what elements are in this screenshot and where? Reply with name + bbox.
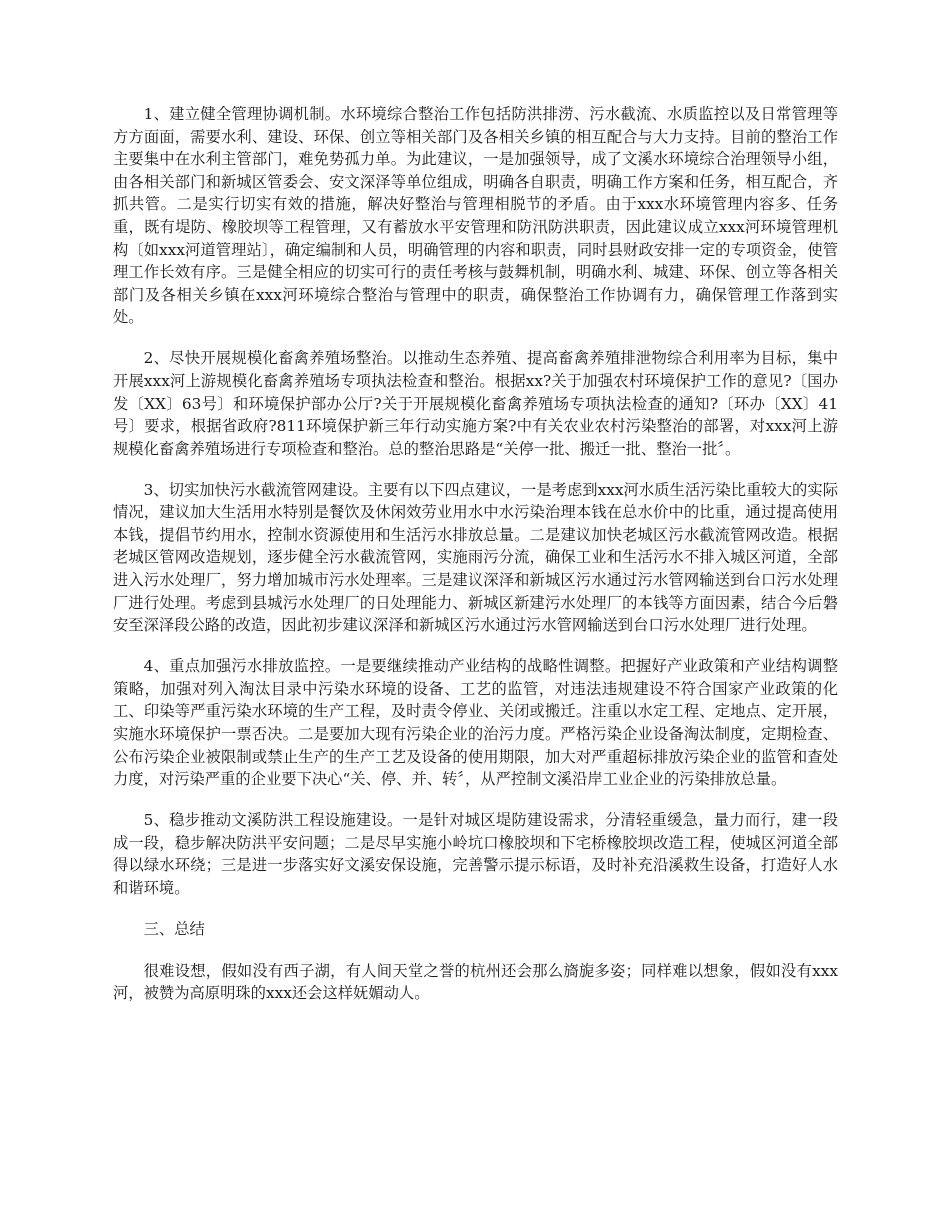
document-body — [113, 103, 838, 1023]
paragraph-5: 5、稳步推动文溪防洪工程设施建设。一是针对城区堤防建设需求，分清轻重缓急，量力而行，建一段成一段，稳步解决防洪平安问题；二是尽早实施小岭坑口橡胶坝和下宅桥橡胶坝改造工程，使城区河道全部得以绿水环绕；三是进一步落实好文溪安保设施，完善警示提示标语，及时补充沿溪救生设备，打造好人水和谐环境。 — [113, 811, 838, 897]
paragraph-1: 1、建立健全管理协调机制。水环境综合整治工作包括防洪排涝、污水截流、水质监控以及日常管理等方方面面，需要水利、建设、环保、创立等相关部门及各相关乡镇的相互配合与大力支持。目前的整治工作主要集中在水利主管部门，难免势孤力单。为此建议，一是加强领导，成了文溪水环境综合治理领导小组，由各相关部门和新城区管委会、安文深泽等单位组成，明确各自职责，明确工作方案和任务，相互配合，齐抓共管。二是实行切实有效的措施，解决好整治与管理相脱节的矛盾。由于xxx水环境管理内容多、任务重，既有堤防、橡胶坝等工程管理，又有蓄放水平安管理和防汛防洪职责，因此建议成立xxx河环境管理机构〔如xxx河道管理站〕，确定编制和人员，明确管理的内容和职责，同时县财政安排一定的专项资金，使管理工作长效有序。三是健全相应的切实可行的责任考核与鼓舞机制，明确水利、城建、环保、创立等各相关部门及各相关乡镇在xxx河环境综合整治与管理中的职责，确保整治工作协调有力，确保管理工作落到实处。 — [113, 105, 838, 327]
paragraph-3: 3、切实加快污水截流管网建设。主要有以下四点建议，一是考虑到xxx河水质生活污染比重较大的实际情况，建议加大生活用水特别是餐饮及休闲效劳业用水中水污染治理本钱在总水价中的比重，通过提高使用本钱，提倡节约用水，控制水资源使用和生活污水排放总量。二是建议加快老城区污水截流管网改造。根据老城区管网改造规划，逐步健全污水截流管网，实施雨污分流，确保工业和生活污水不排入城区河道，全部进入污水处理厂，努力增加城市污水处理率。三是建议深泽和新城区污水通过污水管网输送到台口污水处理厂进行处理。考虑到县城污水处理厂的日处理能力、新城区新建污水处理厂的本钱等方面因素，结合今后磐安至深泽段公路的改造，因此初步建议深泽和新城区污水通过污水管网输送到台口污水处理厂进行处理。 — [113, 480, 838, 635]
paragraph-conclusion: 很难设想，假如没有西子湖，有人间天堂之誉的杭州还会那么旖旎多姿；同样难以想象，假如没有xxx河，被赞为高原明珠的xxx还会这样妩媚动人。 — [113, 961, 838, 1003]
section-heading-summary: 三、总结 — [143, 919, 205, 938]
paragraph-2: 2、尽快开展规模化畜禽养殖场整治。以推动生态养殖、提高畜禽养殖排泄物综合利用率为目标，集中开展xxx河上游规模化畜禽养殖场专项执法检查和整治。根据xx?关于加强农村环境保护工作的意见?〔国办发〔XX〕63号〕和环境保护部办公厅?关于开展规模化畜禽养殖场专项执法检查的通知?〔环办〔XX〕41号〕要求，根据省政府?811环境保护新三年行动实施方案?中有关农业农村污染整治的部署，对xxx河上游规模化畜禽养殖场进行专项检查和整治。总的整治思路是“关停一批、搬迁一批、整治一批〞。 — [113, 349, 838, 458]
paragraph-4: 4、重点加强污水排放监控。一是要继续推动产业结构的战略性调整。把握好产业政策和产业结构调整策略，加强对列入淘汰目录中污染水环境的设备、工艺的监管，对违法违规建设不符合国家产业政策的化工、印染等严重污染水环境的生产工程，及时责令停业、关闭或搬迁。注重以水定工程、定地点、定开展，实施水环境保护一票否决。二是要加大现有污染企业的治污力度。严格污染企业设备淘汰制度，定期检查、公布污染企业被限制或禁止生产的生产工艺及设备的使用期限，加大对严重超标排放污染企业的监管和查处力度，对污染严重的企业要下决心“关、停、并、转〞，从严控制文溪沿岸工业企业的污染排放总量。 — [113, 657, 838, 789]
